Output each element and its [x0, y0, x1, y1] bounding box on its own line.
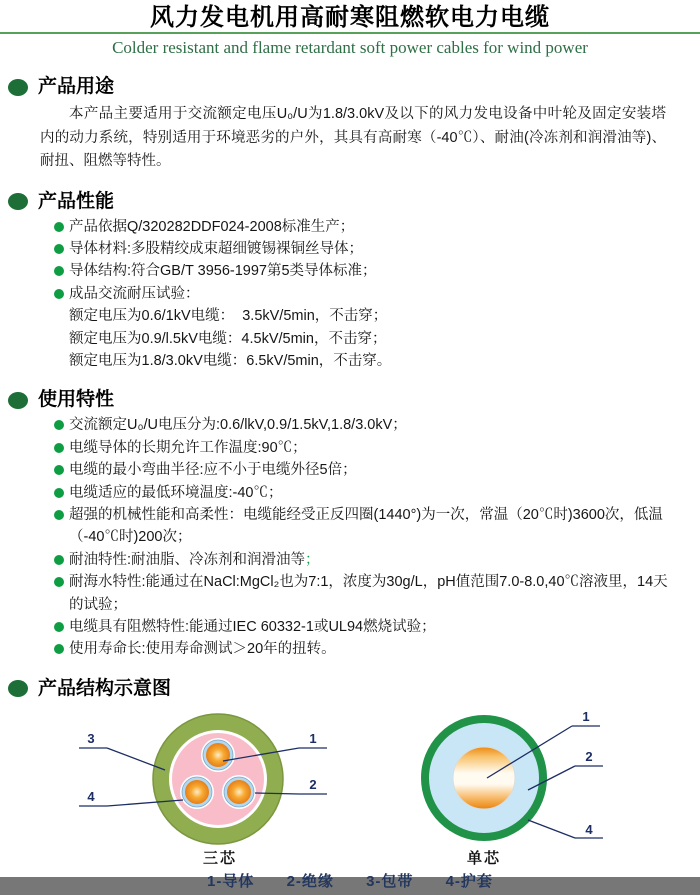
list-item-text: 电缆导体的长期允许工作温度:90℃；	[69, 439, 307, 456]
diagram-label-4: 4	[585, 821, 593, 837]
section-heading-usage	[8, 75, 700, 99]
green-semicolon: ；	[305, 551, 320, 568]
legend-item: 3-包带	[366, 872, 414, 890]
list-item	[54, 616, 700, 638]
list-item	[54, 638, 700, 660]
page-subtitle-english: Colder resistant and flame retardant soft power cables for wind power	[112, 38, 588, 57]
list-item	[54, 238, 700, 260]
bullet-icon	[54, 510, 64, 520]
list-item-text: 耐油特性:耐油脂、冷冻剂和润滑油等；	[69, 551, 320, 568]
three-core-caption: 三芯	[202, 849, 237, 867]
diagram-label-1: 1	[309, 730, 317, 746]
bullet-icon	[54, 488, 64, 498]
list-item-text: 使用寿命长:使用寿命测试＞20年的扭转。	[69, 641, 336, 658]
features-list	[0, 414, 700, 660]
leader-line-4	[528, 820, 575, 838]
legend-item: 2-绝缘	[286, 872, 334, 890]
core-top	[201, 738, 235, 772]
core-bottom-left	[180, 775, 214, 809]
section-heading-structure	[8, 677, 700, 701]
section-bullet-icon	[8, 392, 28, 409]
usage-paragraph: 本产品主要适用于交流额定电压U₀/U为1.8/3.0kV及以下的风力发电设备中叶轮及固定安装塔内的动力系统，特别适用于环境恶劣的户外，其具有高耐寒（-40℃）、耐油(冷冻剂和润滑油等)、耐扭、阻燃等特性。	[40, 106, 666, 169]
section-heading-label: 产品性能	[38, 190, 115, 212]
title-divider	[0, 32, 700, 34]
diagram-label-4: 4	[87, 788, 95, 804]
list-item	[54, 260, 700, 282]
diagram-label-3: 3	[87, 730, 95, 746]
list-item-text: 交流额定U₀/U电压分为:0.6/lkV,0.9/1.5kV,1.8/3.0kV；	[69, 417, 407, 434]
performance-list	[0, 216, 700, 306]
bullet-icon	[54, 555, 64, 565]
bullet-icon	[54, 577, 64, 587]
diagram-label-1: 1	[582, 708, 590, 724]
page-title: 风力发电机用高耐寒阻燃软电力电缆	[150, 4, 550, 31]
list-item-text: 电缆适应的最低环境温度:-40℃；	[69, 484, 283, 501]
section-bullet-icon	[8, 680, 28, 697]
single-core-cable-diagram	[400, 706, 620, 856]
list-item	[54, 504, 700, 549]
section-heading-performance	[8, 190, 700, 214]
list-item-text: 产品依据Q/320282DDF024-2008标准生产；	[69, 218, 355, 235]
list-item	[54, 437, 700, 459]
bullet-icon	[54, 465, 64, 475]
three-core-cable-diagram	[55, 706, 345, 856]
legend-item: 1-导体	[207, 872, 255, 890]
bullet-icon	[54, 622, 64, 632]
section-heading-features	[8, 388, 700, 412]
voltage-test-line: 额定电压为0.9/l.5kV电缆：4.5kV/5min，不击穿；	[69, 330, 387, 347]
bullet-icon	[54, 244, 64, 254]
bullet-icon	[54, 266, 64, 276]
section-heading-label: 使用特性	[38, 389, 115, 411]
section-bullet-icon	[8, 193, 28, 210]
bullet-icon	[54, 222, 64, 232]
structure-diagram-area	[0, 703, 700, 895]
conductor-circle	[453, 747, 515, 809]
list-item	[54, 571, 700, 616]
diagram-label-2: 2	[309, 776, 317, 792]
list-item	[54, 482, 700, 504]
voltage-test-line: 额定电压为0.6/1kV电缆： 3.5kV/5min，不击穿；	[69, 308, 388, 325]
list-item	[54, 283, 700, 305]
list-item	[54, 414, 700, 436]
list-item	[54, 216, 700, 238]
list-item-text: 成品交流耐压试验：	[69, 285, 200, 302]
diagram-legend	[0, 870, 700, 891]
single-core-caption: 单芯	[466, 849, 501, 867]
core-bottom-right	[222, 775, 256, 809]
list-item	[54, 549, 700, 571]
list-item-text: 电缆具有阻燃特性:能通过IEC 60332-1或UL94燃烧试验；	[69, 619, 436, 635]
list-item-text: 电缆的最小弯曲半径:应不小于电缆外径5倍；	[69, 462, 357, 479]
voltage-test-line: 额定电压为1.8/3.0kV电缆：6.5kV/5min，不击穿。	[69, 352, 392, 369]
bullet-icon	[54, 420, 64, 430]
list-item-text: 超强的机械性能和高柔性：电缆能经受正反四圈(1440°)为一次，常温（20℃时)3600次，低温（-40℃时)200次；	[69, 506, 663, 546]
bullet-icon	[54, 443, 64, 453]
list-item-text: 耐海水特性:能通过在NaCl:MgCl₂也为7:1，浓度为30g/L，pH值范围7.0-8.0,40℃溶液里，14天的试验；	[69, 574, 668, 613]
section-heading-label: 产品结构示意图	[38, 677, 172, 699]
section-bullet-icon	[8, 79, 28, 96]
bullet-icon	[54, 289, 64, 299]
list-item-text: 导体材料:多股精绞成束超细镀锡裸铜丝导体；	[69, 240, 364, 257]
list-item-text: 导体结构:符合GB/T 3956-1997第5类导体标准；	[69, 263, 377, 280]
diagram-label-2: 2	[585, 748, 593, 764]
legend-item: 4-护套	[445, 872, 493, 890]
bullet-icon	[54, 644, 64, 654]
list-item	[54, 459, 700, 481]
section-heading-label: 产品用途	[38, 76, 115, 97]
